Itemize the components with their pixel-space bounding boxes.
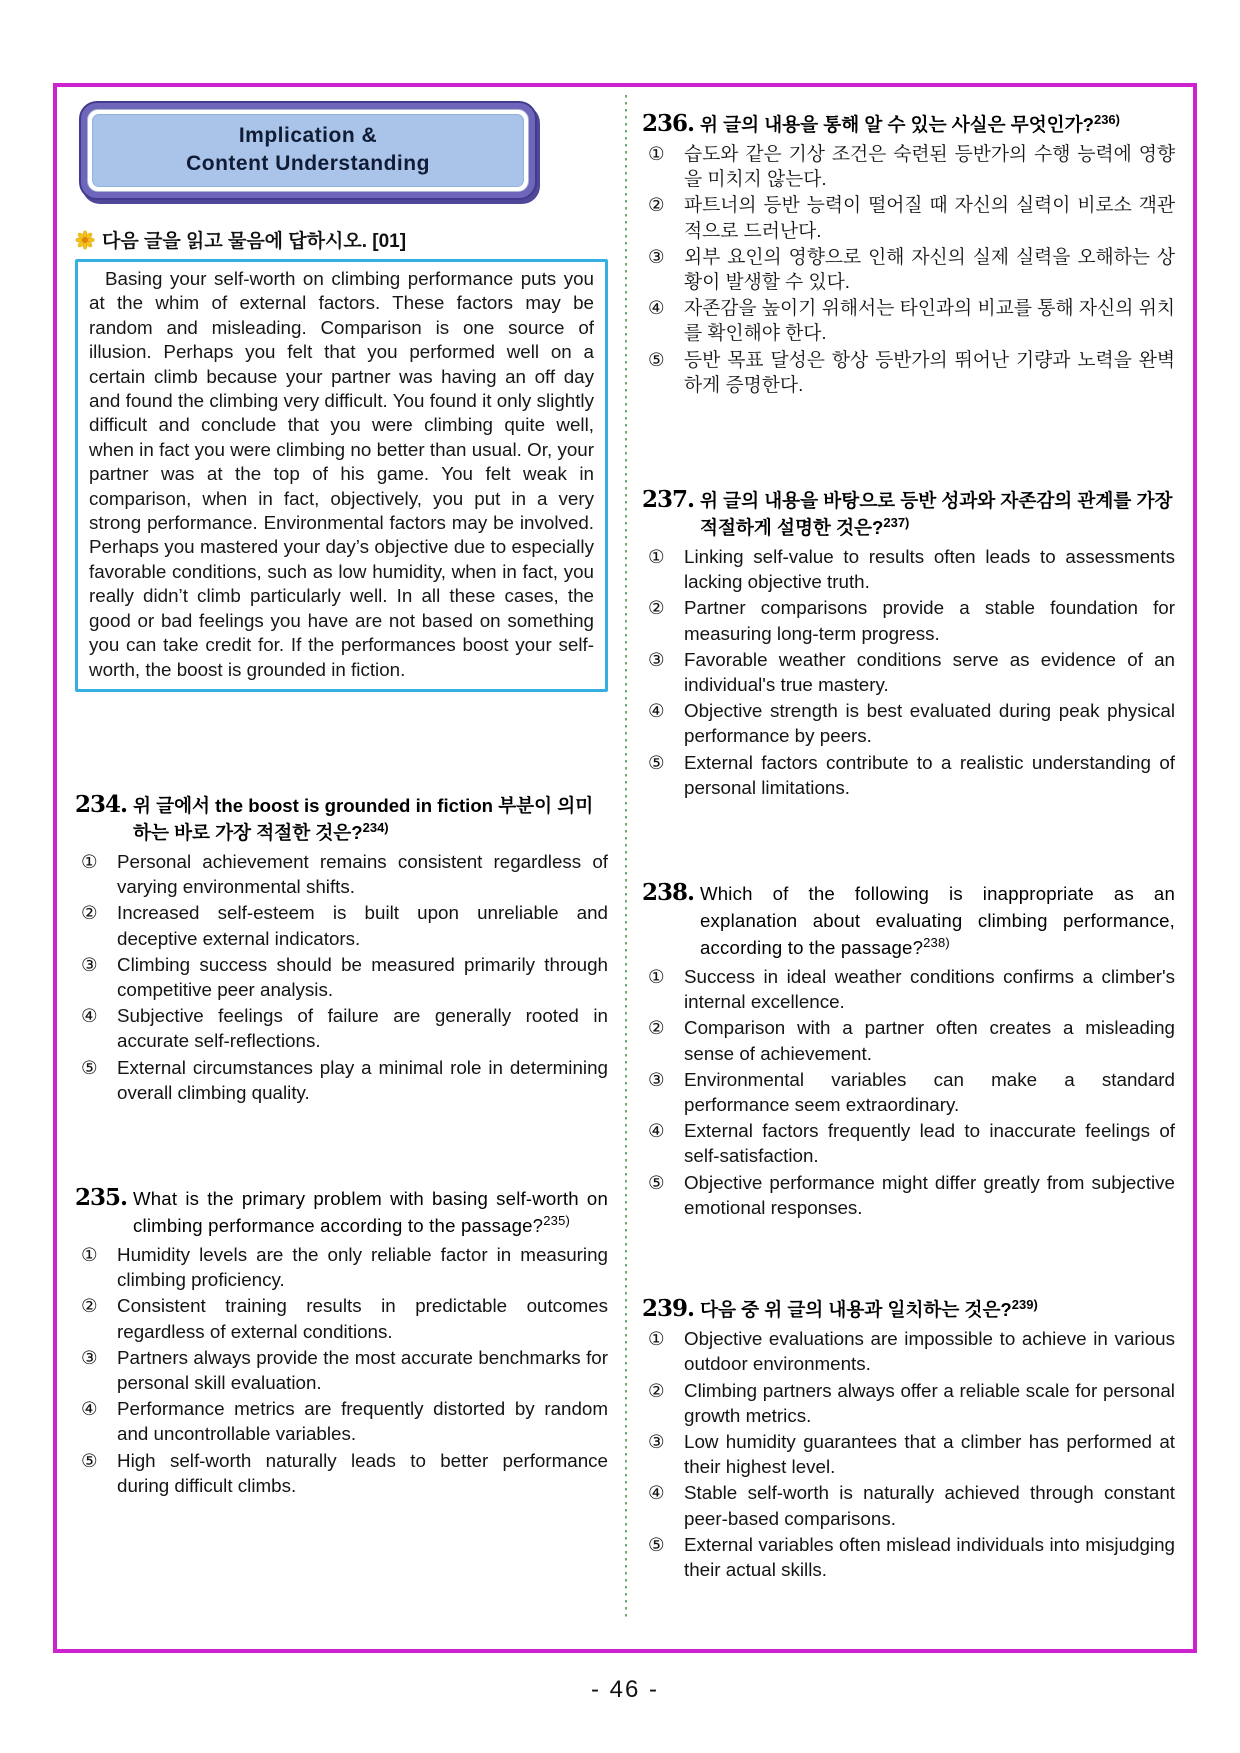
footnote-ref: 239) bbox=[1011, 1296, 1038, 1312]
options-list bbox=[642, 544, 1175, 800]
option-marker: ③ bbox=[648, 1430, 665, 1452]
option-3 bbox=[642, 1067, 1175, 1117]
option-text: External factors frequently lead to inaccurate feelings of self-satisfaction. bbox=[684, 1120, 1175, 1167]
page-border bbox=[53, 83, 1197, 1653]
question-number: 236. bbox=[642, 110, 695, 137]
option-2 bbox=[642, 1015, 1175, 1065]
option-marker: ④ bbox=[81, 1398, 98, 1420]
option-1 bbox=[642, 141, 1175, 191]
option-marker: ⑤ bbox=[81, 1056, 98, 1078]
option-marker: ① bbox=[648, 1328, 665, 1350]
option-marker: ③ bbox=[648, 648, 665, 670]
left-column bbox=[75, 87, 608, 1498]
option-2 bbox=[642, 192, 1175, 242]
option-5 bbox=[642, 1532, 1175, 1582]
option-text: Objective performance might differ greatly from subjective emotional responses. bbox=[684, 1171, 1175, 1218]
question-stem-text: 다음 중 위 글의 내용과 일치하는 것은? bbox=[700, 1299, 1012, 1321]
option-text: External circumstances play a minimal role in determining overall climbing quality. bbox=[117, 1056, 608, 1103]
option-4 bbox=[75, 1003, 608, 1053]
option-marker: ② bbox=[648, 194, 665, 216]
option-5 bbox=[642, 347, 1175, 397]
option-text: 파트너의 등반 능력이 떨어질 때 자신의 실력이 비로소 객관적으로 드러난다. bbox=[684, 194, 1175, 241]
options-list bbox=[75, 1242, 608, 1498]
section-title-line1: Implication & bbox=[238, 124, 378, 147]
option-text: Personal achievement remains consistent regardless of varying environmental shifts. bbox=[117, 850, 608, 898]
passage-text: Basing your self-worth on climbing performance puts you at the whim of external factors. These factors may be random and misleading. Comparison is one source of illusion. Perhaps you felt that you performed well on a certain climb because your partner was having an off day and found the climbing very difficult. You found it only slightly difficult and conclude that you were climbing quite well, when in fact you were climbing no better than usual. Or, your partner was at the top of his game. You felt weak in comparison, when in fact, objectively, you put in a very strong performance. Environmental factors may be involved. Perhaps you mastered your day’s objective due to especially favorable conditions, such as low humidity, when in fact, you really didn’t climb particularly well. In all these cases, the good or bad feelings you have are not based on something you can take credit for. If the performances boost your self-worth, the boost is grounded in fiction. bbox=[89, 268, 594, 680]
options-list bbox=[642, 964, 1175, 1220]
option-marker: ② bbox=[648, 597, 665, 619]
footnote-ref: 237) bbox=[883, 514, 910, 530]
option-text: Stable self-worth is naturally achieved through constant peer-based comparisons. bbox=[684, 1482, 1175, 1529]
option-5 bbox=[642, 750, 1175, 800]
option-1 bbox=[75, 849, 608, 899]
option-text: External variables often mislead individuals into misjudging their actual skills. bbox=[684, 1533, 1175, 1580]
section-title-box bbox=[79, 101, 537, 200]
option-1 bbox=[642, 544, 1175, 594]
option-marker: ① bbox=[81, 1243, 98, 1265]
question-237 bbox=[642, 487, 1175, 800]
option-marker: ③ bbox=[648, 245, 665, 267]
right-column bbox=[642, 87, 1175, 1582]
option-1 bbox=[642, 1326, 1175, 1376]
option-3 bbox=[642, 244, 1175, 294]
option-text: Low humidity guarantees that a climber has performed at their highest level. bbox=[684, 1430, 1175, 1478]
option-marker: ④ bbox=[648, 297, 665, 319]
question-234 bbox=[75, 792, 608, 1105]
option-3 bbox=[642, 647, 1175, 697]
question-236 bbox=[642, 111, 1175, 397]
option-text: Humidity levels are the only reliable factor in measuring climbing proficiency. bbox=[117, 1243, 608, 1291]
question-number: 235. bbox=[75, 1183, 128, 1211]
question-238 bbox=[642, 880, 1175, 1220]
option-4 bbox=[642, 698, 1175, 748]
option-marker: ① bbox=[81, 850, 98, 872]
instruction-text: 다음 글을 읽고 물음에 답하시오. [01] bbox=[102, 231, 407, 252]
option-text: External factors contribute to a realistic understanding of personal limitations. bbox=[684, 751, 1175, 798]
option-3 bbox=[75, 1345, 608, 1395]
question-235 bbox=[75, 1185, 608, 1498]
option-marker: ⑤ bbox=[648, 1533, 665, 1555]
options-list bbox=[75, 849, 608, 1105]
option-3 bbox=[642, 1429, 1175, 1479]
question-stem bbox=[700, 880, 1175, 961]
passage-box bbox=[75, 259, 608, 692]
question-stem-text: 위 글의 내용을 통해 알 수 있는 사실은 무엇인가? bbox=[700, 114, 1094, 135]
option-4 bbox=[75, 1396, 608, 1446]
option-2 bbox=[642, 1378, 1175, 1428]
question-stem bbox=[700, 487, 1175, 541]
option-marker: ① bbox=[648, 966, 665, 988]
option-4 bbox=[642, 295, 1175, 345]
option-marker: ④ bbox=[648, 700, 665, 722]
question-stem-text: What is the primary problem with basing self-worth on climbing performance according to the passage? bbox=[133, 1187, 608, 1236]
question-239 bbox=[642, 1296, 1175, 1582]
option-text: High self-worth naturally leads to better performance during difficult climbs. bbox=[117, 1449, 608, 1496]
question-number: 238. bbox=[642, 879, 695, 907]
question-stem-text: Which of the following is inappropriate as an explanation about evaluating climbing performance, according to the passage? bbox=[700, 883, 1175, 959]
footnote-ref: 238) bbox=[923, 934, 950, 950]
options-list bbox=[642, 141, 1175, 397]
option-4 bbox=[642, 1480, 1175, 1530]
option-2 bbox=[642, 595, 1175, 645]
option-text: Increased self-esteem is built upon unreliable and deceptive external indicators. bbox=[117, 902, 608, 949]
question-stem-text: 위 글의 내용을 바탕으로 등반 성과와 자존감의 관계를 가장 적절하게 설명한 것은? bbox=[700, 490, 1173, 539]
option-text: Performance metrics are frequently distorted by random and uncontrollable variables. bbox=[117, 1398, 608, 1445]
option-text: Climbing partners always offer a reliable scale for personal growth metrics. bbox=[684, 1379, 1175, 1426]
option-marker: ② bbox=[648, 1379, 665, 1401]
column-divider bbox=[625, 95, 627, 1617]
option-4 bbox=[642, 1118, 1175, 1168]
option-marker: ⑤ bbox=[81, 1449, 98, 1471]
option-marker: ② bbox=[81, 902, 98, 924]
option-3 bbox=[75, 952, 608, 1002]
option-2 bbox=[75, 1293, 608, 1343]
question-stem bbox=[133, 792, 608, 846]
footnote-ref: 236) bbox=[1093, 111, 1120, 127]
option-2 bbox=[75, 900, 608, 950]
option-text: Comparison with a partner often creates a misleading sense of achievement. bbox=[684, 1017, 1175, 1064]
option-text: 외부 요인의 영향으로 인해 자신의 실제 실력을 오해하는 상황이 발생할 수 있다. bbox=[684, 245, 1175, 293]
question-number: 234. bbox=[75, 790, 128, 818]
option-1 bbox=[75, 1242, 608, 1292]
option-marker: ⑤ bbox=[648, 751, 665, 773]
option-marker: ④ bbox=[648, 1120, 665, 1142]
question-number: 239. bbox=[642, 1295, 695, 1323]
option-5 bbox=[75, 1448, 608, 1498]
option-marker: ③ bbox=[81, 953, 98, 975]
option-1 bbox=[642, 964, 1175, 1014]
question-stem-text: 위 글에서 the boost is grounded in fiction 부분이 의미하는 바로 가장 적절한 것은? bbox=[133, 794, 594, 843]
option-marker: ② bbox=[648, 1017, 665, 1039]
option-text: 습도와 같은 기상 조건은 숙련된 등반가의 수행 능력에 영향을 미치지 않는다. bbox=[684, 143, 1175, 190]
option-marker: ① bbox=[648, 143, 665, 164]
question-stem bbox=[700, 1296, 1175, 1323]
option-text: Objective evaluations are impossible to achieve in various outdoor environments. bbox=[684, 1328, 1175, 1375]
instruction-line bbox=[75, 226, 608, 253]
option-marker: ③ bbox=[648, 1068, 665, 1090]
option-text: 등반 목표 달성은 항상 등반가의 뛰어난 기량과 노력을 완벽하게 증명한다. bbox=[684, 348, 1175, 395]
option-text: Subjective feelings of failure are generally rooted in accurate self-reflections. bbox=[117, 1005, 608, 1052]
option-marker: ④ bbox=[81, 1005, 98, 1027]
flower-icon bbox=[75, 230, 95, 250]
option-text: 자존감을 높이기 위해서는 타인과의 비교를 통해 자신의 위치를 확인해야 한다. bbox=[684, 297, 1175, 344]
option-marker: ③ bbox=[81, 1346, 98, 1368]
option-text: Linking self-value to results often leads to assessments lacking objective truth. bbox=[684, 546, 1175, 593]
option-marker: ⑤ bbox=[648, 1171, 665, 1193]
option-text: Environmental variables can make a standard performance seem extraordinary. bbox=[684, 1068, 1175, 1116]
option-marker: ② bbox=[81, 1295, 98, 1317]
option-marker: ⑤ bbox=[648, 348, 665, 370]
option-text: Consistent training results in predictable outcomes regardless of external conditions. bbox=[117, 1295, 608, 1342]
option-5 bbox=[75, 1055, 608, 1105]
option-text: Climbing success should be measured primarily through competitive peer analysis. bbox=[117, 953, 608, 1000]
question-stem bbox=[700, 111, 1175, 138]
option-marker: ④ bbox=[648, 1482, 665, 1504]
option-text: Favorable weather conditions serve as evidence of an individual's true mastery. bbox=[684, 648, 1175, 696]
section-title-line2: Content Understanding bbox=[186, 152, 430, 175]
footnote-ref: 234) bbox=[362, 819, 389, 835]
options-list bbox=[642, 1326, 1175, 1582]
option-text: Success in ideal weather conditions confirms a climber's internal excellence. bbox=[684, 966, 1175, 1013]
question-number: 237. bbox=[642, 486, 695, 514]
option-text: Objective strength is best evaluated during peak physical performance by peers. bbox=[684, 700, 1175, 747]
option-text: Partners always provide the most accurate benchmarks for personal skill evaluation. bbox=[117, 1346, 608, 1393]
footnote-ref: 235) bbox=[543, 1212, 571, 1228]
option-text: Partner comparisons provide a stable foundation for measuring long-term progress. bbox=[684, 597, 1175, 644]
page-number: - 46 - bbox=[590, 1676, 659, 1703]
option-marker: ① bbox=[648, 546, 665, 568]
option-5 bbox=[642, 1170, 1175, 1220]
question-stem bbox=[133, 1185, 608, 1239]
